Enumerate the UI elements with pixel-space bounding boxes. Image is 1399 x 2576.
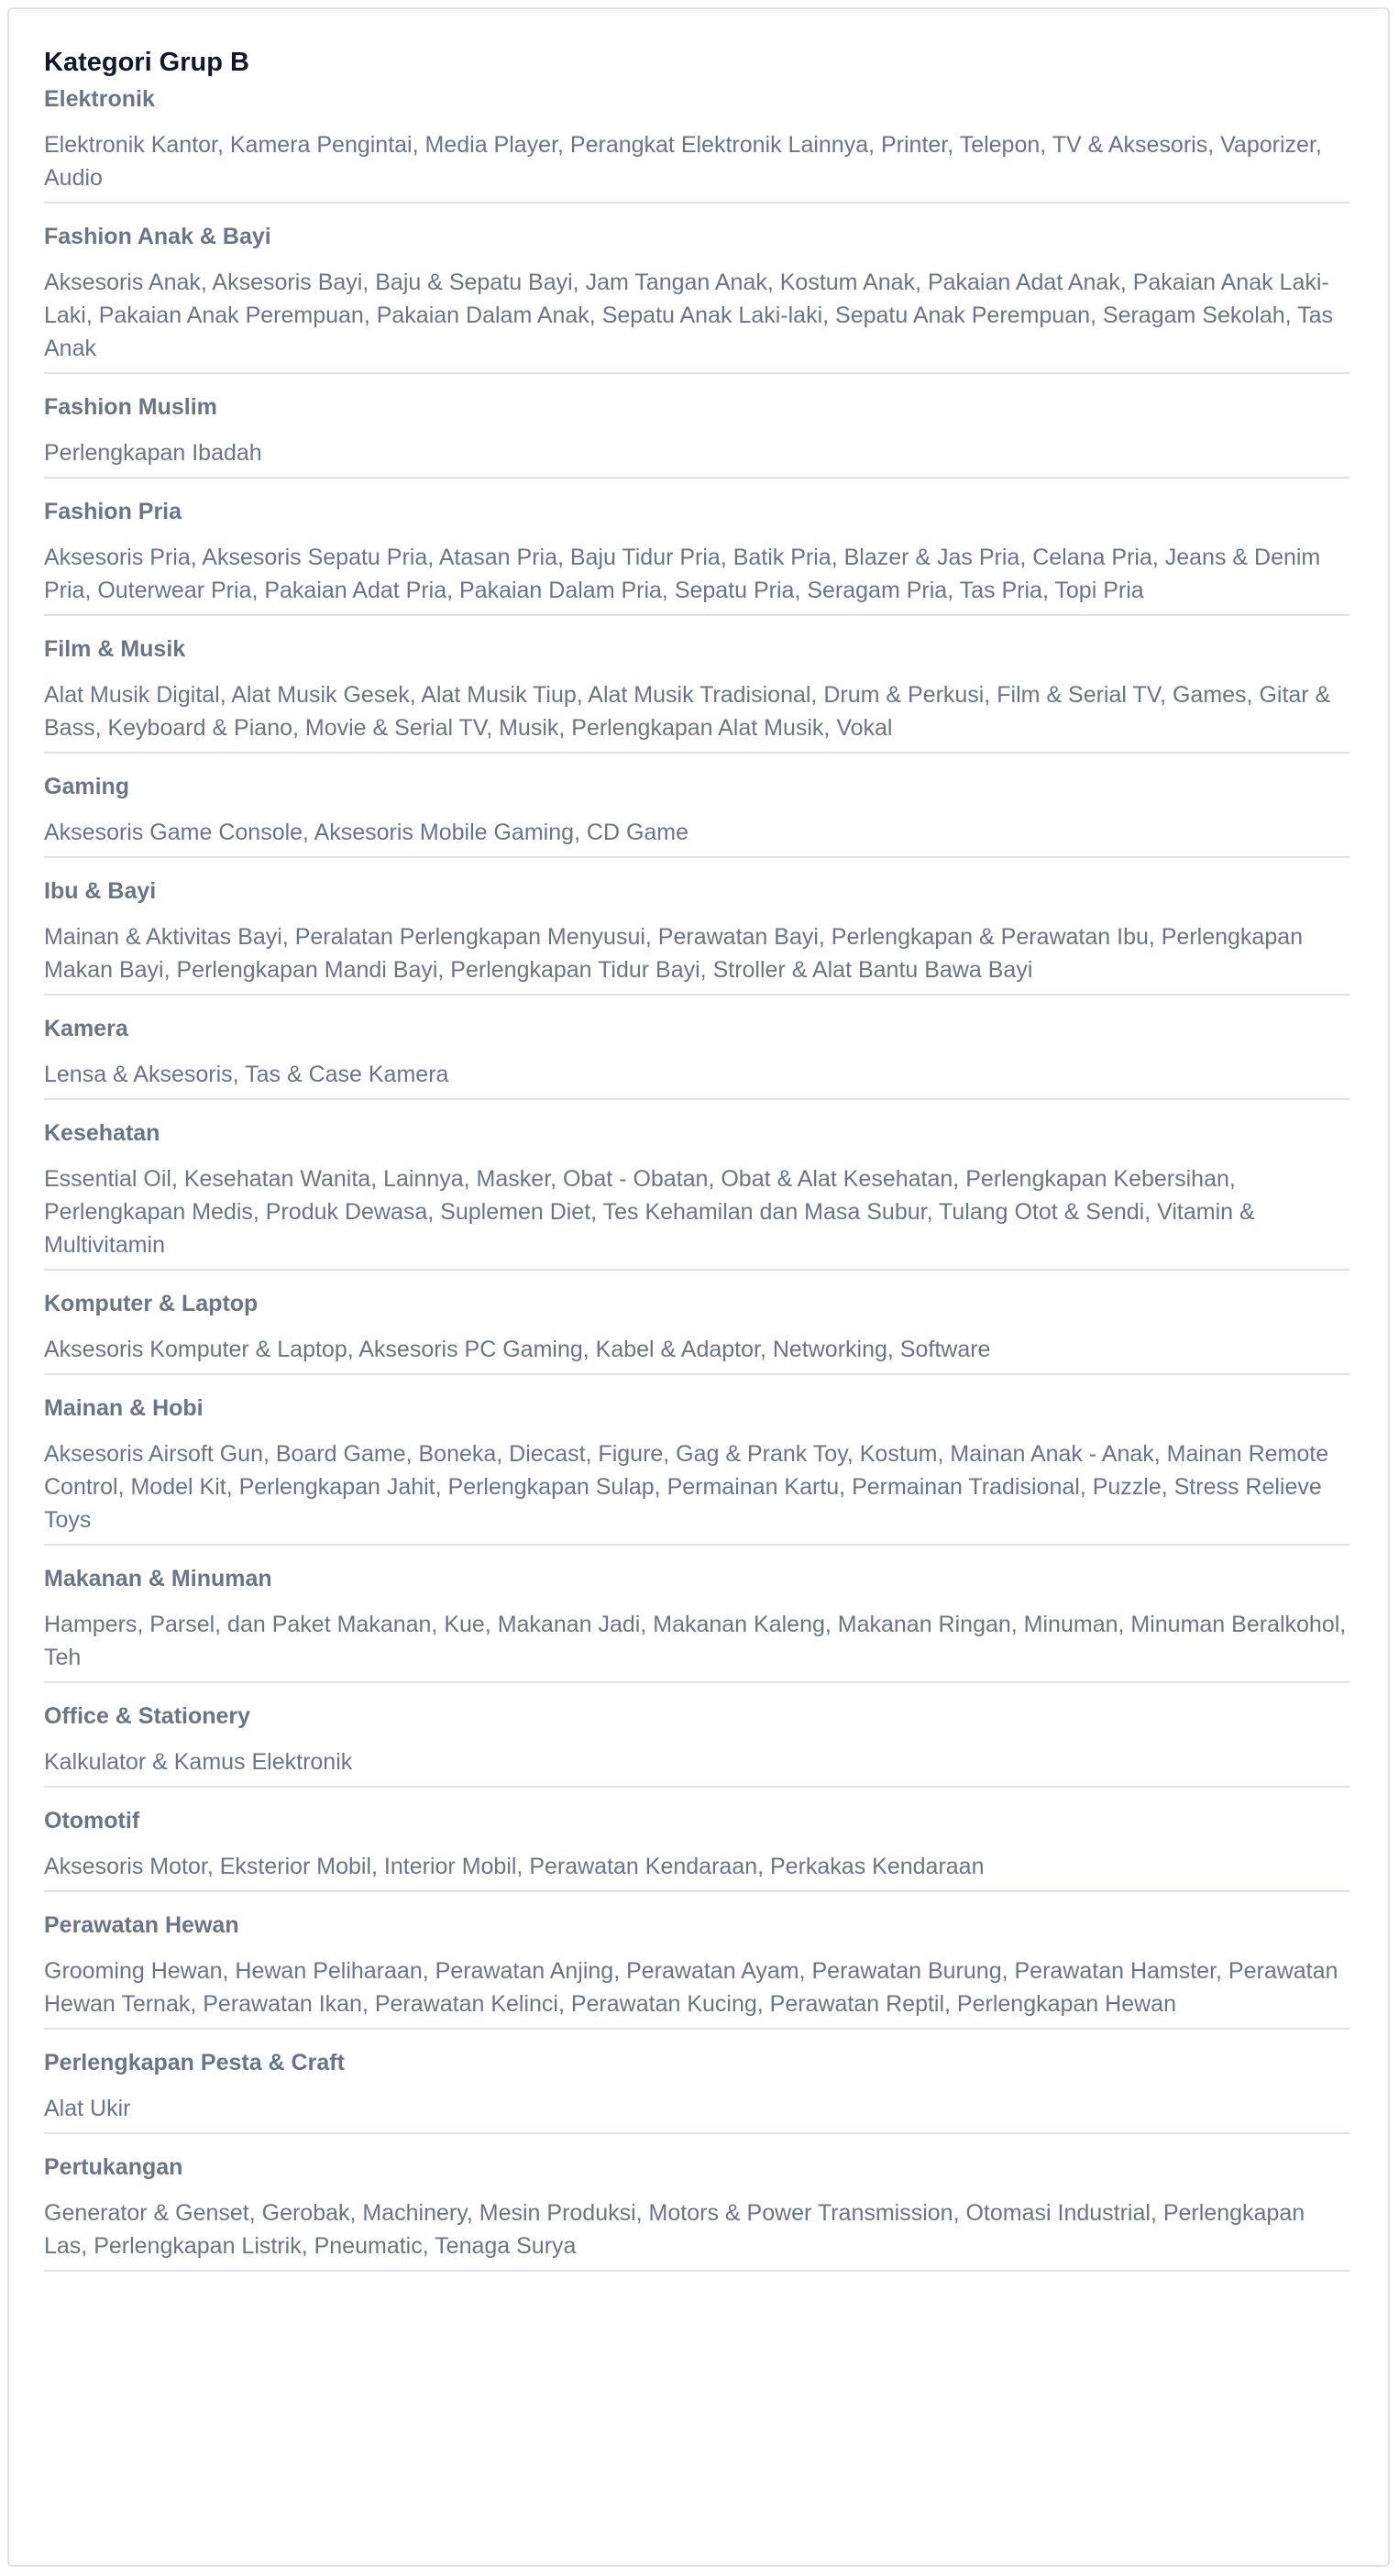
category-title: Makanan & Minuman	[44, 1566, 272, 1591]
subcategory-list: Alat Ukir	[44, 2096, 131, 2121]
category-section-kesehatan	[44, 1117, 1349, 1271]
subcategory-list: Aksesoris Anak, Aksesoris Bayi, Baju & Sepatu Bayi, Jam Tangan Anak, Kostum Anak, Pakaian Adat Anak, Pakaian Anak Laki-Laki, Pakaian Anak Perempuan, Pakaian Dalam Anak, Sepatu Anak Laki-laki, Sepatu Anak Perempuan, Seragam Sekolah, Tas Anak	[44, 270, 1333, 361]
category-title: Office & Stationery	[44, 1703, 251, 1729]
category-title: Kesehatan	[44, 1120, 160, 1146]
category-title: Fashion Muslim	[44, 394, 217, 420]
category-title: Fashion Pria	[44, 499, 182, 524]
category-title: Fashion Anak & Bayi	[44, 224, 271, 249]
category-section-komputer-laptop	[44, 1287, 1349, 1375]
category-title: Mainan & Hobi	[44, 1395, 204, 1421]
subcategory-list: Aksesoris Motor, Eksterior Mobil, Interior Mobil, Perawatan Kendaraan, Perkakas Kendaraan	[44, 1854, 985, 1879]
category-title: Perawatan Hewan	[44, 1912, 239, 1938]
category-section-ibu-bayi	[44, 875, 1349, 996]
category-title: Kamera	[44, 1016, 128, 1041]
subcategory-list: Hampers, Parsel, dan Paket Makanan, Kue, Makanan Jadi, Makanan Kaleng, Makanan Ringan, Minuman, Minuman Beralkohol, Teh	[44, 1612, 1347, 1670]
subcategory-list: Elektronik Kantor, Kamera Pengintai, Media Player, Perangkat Elektronik Lainnya, Printer, Telepon, TV & Aksesoris, Vaporizer, Audio	[44, 132, 1322, 191]
category-title: Komputer & Laptop	[44, 1291, 259, 1316]
category-title: Pertukangan	[44, 2154, 183, 2180]
subcategory-list: Perlengkapan Ibadah	[44, 440, 262, 466]
category-section-mainan-hobi	[44, 1392, 1349, 1546]
category-section-office-stationery	[44, 1700, 1349, 1788]
category-title: Elektronik	[44, 86, 155, 112]
subcategory-list: Mainan & Aktivitas Bayi, Peralatan Perlengkapan Menyusui, Perawatan Bayi, Perlengkapan & Perawatan Ibu, Perlengkapan Makan Bayi, Perlengkapan Mandi Bayi, Perlengkapan Tidur Bayi, Stroller & Alat Bantu Bawa Bayi	[44, 924, 1304, 983]
subcategory-list: Aksesoris Airsoft Gun, Board Game, Boneka, Diecast, Figure, Gag & Prank Toy, Kostum, Mainan Anak - Anak, Mainan Remote Control, Model Kit, Perlengkapan Jahit, Perlengkapan Sulap, Permainan Kartu, Permainan Tradisional, Puzzle, Stress Relieve Toys	[44, 1441, 1329, 1533]
subcategory-list: Kalkulator & Kamus Elektronik	[44, 1749, 353, 1775]
category-title: Gaming	[44, 774, 130, 799]
subcategory-list: Aksesoris Pria, Aksesoris Sepatu Pria, Atasan Pria, Baju Tidur Pria, Batik Pria, Blazer & Jas Pria, Celana Pria, Jeans & Denim Pria, Outerwear Pria, Pakaian Adat Pria, Pakaian Dalam Pria, Sepatu Pria, Seragam Pria, Tas Pria, Topi Pria	[44, 545, 1321, 603]
subcategory-list: Aksesoris Game Console, Aksesoris Mobile Gaming, CD Game	[44, 820, 689, 845]
category-title: Ibu & Bayi	[44, 878, 157, 904]
category-section-fashion-muslim	[44, 391, 1349, 479]
subcategory-list: Grooming Hewan, Hewan Peliharaan, Perawatan Anjing, Perawatan Ayam, Perawatan Burung, Perawatan Hamster, Perawatan Hewan Ternak, Perawatan Ikan, Perawatan Kelinci, Perawatan Kucing, Perawatan Reptil, Perlengkapan Hewan	[44, 1958, 1338, 2017]
category-section-perlengkapan-pesta-craft	[44, 2046, 1349, 2134]
category-list-container	[44, 46, 1349, 2272]
page-title: Kategori Grup B	[44, 48, 249, 77]
category-title: Film & Musik	[44, 636, 186, 662]
category-card	[7, 7, 1390, 2567]
category-section-gaming	[44, 770, 1349, 858]
subcategory-list: Essential Oil, Kesehatan Wanita, Lainnya, Masker, Obat - Obatan, Obat & Alat Kesehatan, Perlengkapan Kebersihan, Perlengkapan Medis, Produk Dewasa, Suplemen Diet, Tes Kehamilan dan Masa Subur, Tulang Otot & Sendi, Vitamin & Multivitamin	[44, 1166, 1255, 1258]
category-section-film-musik	[44, 633, 1349, 754]
category-section-pertukangan	[44, 2151, 1349, 2272]
category-section-fashion-pria	[44, 495, 1349, 616]
subcategory-list: Aksesoris Komputer & Laptop, Aksesoris PC Gaming, Kabel & Adaptor, Networking, Software	[44, 1337, 991, 1362]
category-section-makanan-minuman	[44, 1562, 1349, 1683]
category-section-fashion-anak-bayi	[44, 220, 1349, 374]
category-section-perawatan-hewan	[44, 1909, 1349, 2030]
category-section-elektronik	[44, 83, 1349, 204]
category-title: Otomotif	[44, 1808, 140, 1833]
category-title: Perlengkapan Pesta & Craft	[44, 2050, 345, 2075]
subcategory-list: Generator & Genset, Gerobak, Machinery, Mesin Produksi, Motors & Power Transmission, Otomasi Industrial, Perlengkapan Las, Perlengkapan Listrik, Pneumatic, Tenaga Surya	[44, 2200, 1305, 2259]
category-section-kamera	[44, 1012, 1349, 1100]
subcategory-list: Alat Musik Digital, Alat Musik Gesek, Alat Musik Tiup, Alat Musik Tradisional, Drum & Perkusi, Film & Serial TV, Games, Gitar & Bass, Keyboard & Piano, Movie & Serial TV, Musik, Perlengkapan Alat Musik, Vokal	[44, 682, 1331, 741]
subcategory-list: Lensa & Aksesoris, Tas & Case Kamera	[44, 1062, 449, 1087]
category-section-otomotif	[44, 1804, 1349, 1892]
